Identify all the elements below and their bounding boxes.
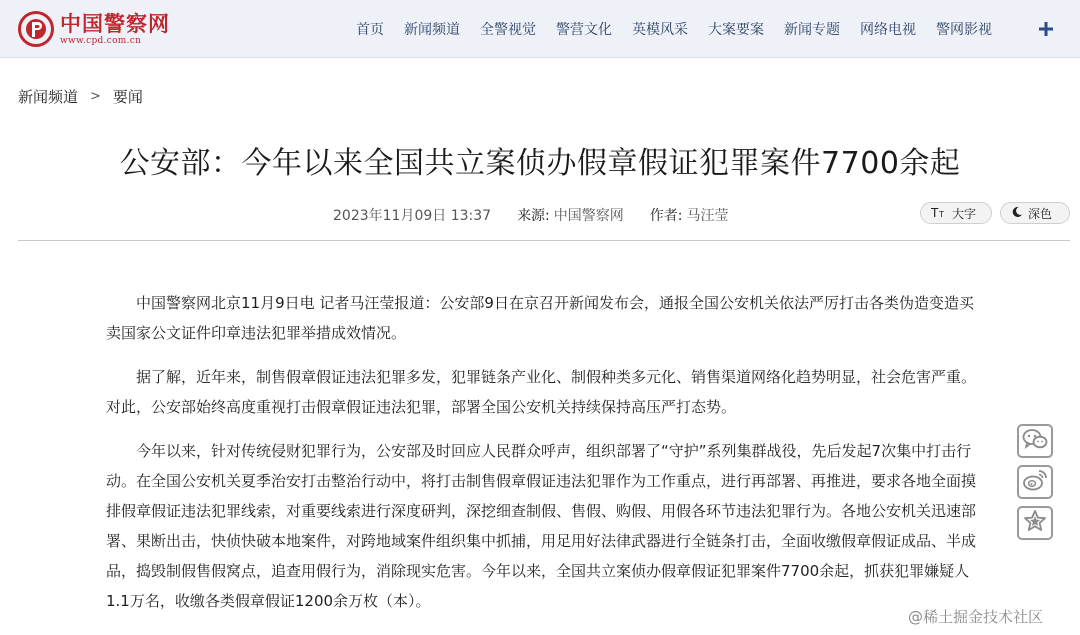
share-weibo-button[interactable]	[1017, 465, 1053, 499]
source-label: 来源:	[517, 208, 550, 224]
police-emblem-icon	[18, 11, 54, 47]
wechat-icon	[1022, 428, 1048, 454]
article-meta	[333, 205, 755, 225]
article-body	[106, 288, 982, 630]
breadcrumb-separator: >	[90, 89, 101, 104]
breadcrumb-news-channel[interactable]: 新闻频道	[18, 88, 79, 106]
svg-text:T: T	[939, 209, 944, 218]
article-author: 马汪莹	[686, 208, 729, 224]
nav-major-cases[interactable]: 大案要案	[708, 22, 764, 38]
breadcrumb	[18, 86, 143, 107]
nav-heroes[interactable]: 英模风采	[632, 22, 688, 38]
article-title: 公安部：今年以来全国共立案侦办假章假证犯罪案件7700余起	[119, 146, 961, 181]
site-logo[interactable]	[18, 8, 170, 50]
nav-police-film[interactable]: 警网影视	[936, 22, 992, 38]
header-divider	[18, 240, 1070, 241]
favorite-button[interactable]	[1017, 506, 1053, 540]
logo-wordmark: 中国警察网	[60, 10, 170, 36]
article-source: 中国警察网	[553, 208, 624, 224]
moon-icon	[1011, 206, 1023, 221]
community-watermark: @稀土掘金技术社区	[908, 608, 1044, 626]
nav-police-vision[interactable]: 全警视觉	[480, 22, 536, 38]
main-nav	[356, 0, 1012, 58]
dark-mode-label: 深色	[1028, 206, 1053, 221]
author-label: 作者:	[649, 208, 683, 224]
share-wechat-button[interactable]	[1017, 424, 1053, 458]
dark-mode-button[interactable]	[1000, 202, 1070, 224]
logo-url: www.cpd.com.cn	[60, 35, 142, 46]
nav-news-topics[interactable]: 新闻专题	[784, 22, 840, 38]
article-paragraph: 据了解，近年来，制售假章假证违法犯罪多发，犯罪链条产业化、制假种类多元化、销售渠道网络化趋势明显，社会危害严重。对此，公安部始终高度重视打击假章假证违法犯罪，部署全国公安机关持续保持高压严打态势。	[106, 368, 977, 416]
large-font-button[interactable]	[920, 202, 992, 224]
weibo-icon	[1022, 468, 1048, 496]
large-font-label: 大字	[952, 206, 977, 221]
breadcrumb-headlines[interactable]: 要闻	[112, 88, 143, 106]
more-menu-plus-icon[interactable]	[1036, 19, 1056, 39]
article-paragraph: 中国警察网北京11月9日电 记者马汪莹报道：公安部9日在京召开新闻发布会，通报全国公安机关依法严厉打击各类伪造变造买卖国家公文证件印章违法犯罪举措成效情况。	[106, 294, 974, 342]
top-header	[0, 0, 1080, 58]
nav-police-culture[interactable]: 警营文化	[556, 22, 612, 38]
nav-news-channel[interactable]: 新闻频道	[404, 22, 460, 38]
svg-text:T: T	[931, 205, 939, 218]
nav-home[interactable]: 首页	[356, 22, 384, 38]
article-datetime: 2023年11月09日 13:37	[333, 208, 492, 224]
star-icon	[1023, 509, 1047, 537]
article-paragraph: 今年以来，针对传统侵财犯罪行为，公安部及时回应人民群众呼声，组织部署了“守护”系列集群战役，先后发起7次集中打击行动。在全国公安机关夏季治安打击整治行动中，将打击制售假章假证违法犯罪作为工作重点，进行再部署、再推进，要求各地全面摸排假章假证违法犯罪线索，对重要线索进行深度研判，深挖细查制假、售假、购假、用假各环节违法犯罪行为。各地公安机关迅速部署、果断出击，快侦快破本地案件，对跨地域案件组织集中抓捕，用足用好法律武器进行全链条打击，全面收缴假章假证成品、半成品，捣毁制假售假窝点，追查用假行为，消除现实危害。今年以来，全国共立案侦办假章假证犯罪案件7700余起，抓获犯罪嫌疑人1.1万名，收缴各类假章假证1200余万枚（本）。	[106, 442, 977, 610]
nav-web-tv[interactable]: 网络电视	[860, 22, 916, 38]
text-size-icon	[931, 206, 947, 221]
